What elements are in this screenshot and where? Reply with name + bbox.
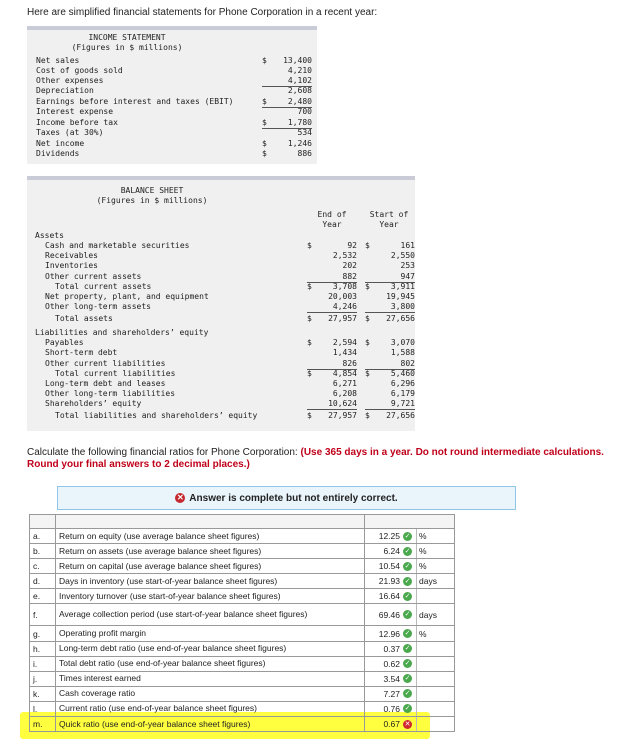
income-row-label: Income before tax [36, 118, 118, 127]
table-row [29, 559, 455, 574]
amount: 9,721 [390, 399, 415, 408]
unit-label [416, 687, 419, 701]
answer-input[interactable]: 69.46 [378, 609, 400, 620]
balance-row-label: Other current assets [45, 272, 142, 281]
end-of-year-value [307, 302, 357, 313]
start-of-year-value [365, 251, 415, 261]
answer-input[interactable]: 16.64 [378, 591, 400, 602]
end-of-year-value [307, 369, 357, 379]
income-row [36, 118, 316, 128]
answer-status-banner [57, 486, 516, 510]
row-letter: g. [29, 626, 56, 641]
income-row-label: Net income [36, 139, 85, 148]
balance-row-label: Total current liabilities [55, 369, 176, 378]
income-row-label: Cost of goods sold [36, 66, 123, 75]
row-letter: a. [29, 529, 56, 544]
currency-sign: $ [262, 139, 267, 148]
check-icon: ✓ [404, 577, 411, 585]
amount: 2,480 [287, 97, 312, 106]
amount: 161 [400, 241, 415, 250]
balance-row-label: Total assets [55, 314, 113, 323]
answer-input[interactable]: 7.27 [383, 688, 400, 699]
end-of-year-value [307, 314, 357, 324]
check-icon: ✓ [404, 690, 411, 698]
row-letter: i. [29, 657, 56, 672]
balance-row-label: Shareholders’ equity [45, 399, 142, 408]
check-icon: ✓ [404, 660, 411, 668]
row-letter: f. [29, 604, 56, 626]
start-of-year-value [365, 399, 415, 410]
balance-row-label: Other current liabilities [45, 359, 166, 368]
balance-row [35, 369, 415, 379]
row-letter: l. [29, 702, 56, 717]
balance-row-label: Long-term debt and leases [45, 379, 166, 388]
income-row [36, 128, 316, 138]
answer-input[interactable]: 12.25 [378, 531, 400, 542]
amount: 13,400 [283, 56, 312, 65]
unit-label [416, 642, 419, 656]
amount: 253 [400, 261, 415, 270]
amount: 6,296 [390, 379, 415, 388]
amount: 6,208 [332, 389, 357, 398]
row-label: Return on capital (use average balance sheet figures) [56, 559, 365, 574]
balance-sheet [27, 176, 415, 431]
balance-row-label: Total liabilities and shareholders’ equity [55, 411, 258, 420]
balance-row [35, 251, 415, 261]
income-row-label: Taxes (at 30%) [36, 128, 104, 137]
income-statement [27, 26, 317, 164]
error-icon: ✕ [176, 493, 184, 502]
income-row-label: Net sales [36, 56, 80, 65]
balance-row [35, 282, 415, 292]
income-row-label: Dividends [36, 149, 80, 158]
amount: 2,594 [332, 338, 357, 347]
income-row [36, 139, 316, 149]
amount: 886 [297, 149, 312, 158]
row-label: Cash coverage ratio [56, 687, 365, 702]
currency-sign: $ [365, 411, 370, 420]
answer-cell [365, 589, 455, 604]
answer-cell [365, 702, 455, 717]
question-text: Calculate the following financial ratios for Phone Corporation: (Use 365 days in a year. Do not round intermediate calculations. Round your final answers to 2 decimal places.) [27, 447, 604, 470]
table-row [29, 702, 455, 717]
check-icon: ✓ [404, 645, 411, 653]
answer-input[interactable]: 21.93 [378, 576, 400, 587]
start-of-year-value [365, 411, 415, 421]
currency-sign: $ [307, 338, 312, 347]
row-label: Return on equity (use average balance sheet figures) [56, 529, 365, 544]
income-row [36, 149, 316, 159]
table-row [29, 529, 455, 544]
currency-sign: $ [365, 338, 370, 347]
currency-sign: $ [307, 411, 312, 420]
table-row [29, 604, 455, 626]
answer-cell [365, 559, 455, 574]
row-label: Inventory turnover (use start-of-year balance sheet figures) [56, 589, 365, 604]
income-row-value [262, 128, 312, 137]
amount: 27,656 [386, 314, 415, 323]
balance-row [35, 231, 415, 241]
balance-row-label: Receivables [45, 251, 98, 260]
income-row [36, 56, 316, 66]
balance-row [35, 292, 415, 302]
check-icon: ✓ [404, 675, 411, 683]
income-row [36, 86, 316, 96]
unit-label: days [416, 604, 437, 625]
end-of-year-value [307, 399, 357, 410]
amount: 1,246 [287, 139, 312, 148]
col-start-header: Start of Year [369, 210, 409, 229]
balance-row [35, 328, 415, 338]
answer-input[interactable]: 0.76 [383, 703, 400, 714]
answer-input[interactable]: 0.67 [383, 719, 400, 730]
currency-sign: $ [262, 56, 267, 65]
income-row-label: Other expenses [36, 76, 104, 85]
row-label: Long-term debt ratio (use end-of-year balance sheet figures) [56, 642, 365, 657]
answer-input[interactable]: 0.62 [383, 658, 400, 669]
row-letter: k. [29, 687, 56, 702]
answers-table [29, 514, 455, 732]
answer-input[interactable]: 3.54 [383, 673, 400, 684]
start-of-year-value [365, 389, 415, 399]
income-row [36, 107, 316, 117]
unit-label: % [416, 559, 427, 573]
row-label: Total debt ratio (use end-of-year balance sheet figures) [56, 657, 365, 672]
amount: 700 [297, 107, 312, 116]
balance-row [35, 359, 415, 369]
row-letter: b. [29, 544, 56, 559]
balance-row [35, 379, 415, 389]
end-of-year-value [307, 328, 357, 338]
income-row-value [262, 107, 312, 116]
row-label: Quick ratio (use end-of-year balance sheet figures) [56, 717, 365, 732]
balance-subtitle: (Figures in $ millions) [96, 196, 208, 205]
end-of-year-value [307, 411, 357, 421]
amount: 27,957 [328, 314, 357, 323]
start-of-year-value [365, 241, 415, 251]
amount: 534 [297, 128, 312, 137]
income-row-label: Interest expense [36, 107, 114, 116]
row-letter: m. [29, 717, 56, 732]
amount: 3,911 [390, 282, 415, 291]
start-of-year-value [365, 338, 415, 348]
balance-row [35, 314, 415, 324]
currency-sign: $ [262, 149, 267, 158]
amount: 2,608 [287, 86, 312, 95]
answer-input[interactable]: 12.96 [378, 628, 400, 639]
balance-title: BALANCE SHEET [120, 186, 184, 195]
end-of-year-value [307, 241, 357, 251]
unit-label [416, 589, 419, 603]
balance-row-label: Short-term debt [45, 348, 118, 357]
table-row [29, 687, 455, 702]
answer-cell [365, 687, 455, 702]
amount: 4,854 [332, 369, 357, 378]
unit-label [416, 702, 419, 716]
check-icon: ✓ [404, 532, 411, 540]
check-icon: ✓ [404, 630, 411, 638]
answer-input[interactable]: 0.37 [383, 643, 400, 654]
income-title: INCOME STATEMENT [88, 33, 166, 42]
start-of-year-value [365, 369, 415, 379]
income-row [36, 76, 316, 86]
start-of-year-value [365, 261, 415, 271]
balance-row-label: Other long-term liabilities [45, 389, 176, 398]
amount: 6,271 [332, 379, 357, 388]
amount: 947 [400, 272, 415, 281]
amount: 5,460 [390, 369, 415, 378]
start-of-year-value [365, 314, 415, 324]
banner-text: Answer is complete but not entirely correct. [189, 492, 398, 504]
row-letter: h. [29, 642, 56, 657]
table-row [29, 672, 455, 687]
row-label: Days in inventory (use start-of-year balance sheet figures) [56, 574, 365, 589]
balance-row [35, 261, 415, 271]
check-icon: ✓ [404, 562, 411, 570]
end-of-year-value [307, 338, 357, 348]
amount: 1,434 [332, 348, 357, 357]
balance-row [35, 241, 415, 251]
balance-row-label: Total current assets [55, 282, 152, 291]
income-row-value [262, 86, 312, 95]
amount: 19,945 [386, 292, 415, 301]
table-row [29, 589, 455, 604]
currency-sign: $ [365, 314, 370, 323]
check-icon: ✓ [404, 547, 411, 555]
currency-sign: $ [307, 282, 312, 291]
income-subtitle: (Figures in $ millions) [71, 43, 183, 52]
start-of-year-value [365, 302, 415, 313]
currency-sign: $ [262, 118, 267, 127]
amount: 6,179 [390, 389, 415, 398]
amount: 92 [347, 241, 357, 250]
end-of-year-value [307, 282, 357, 292]
x-icon: ✕ [404, 720, 411, 728]
end-of-year-value [307, 292, 357, 302]
answer-input[interactable]: 6.24 [383, 546, 400, 557]
row-label: Return on assets (use average balance sheet figures) [56, 544, 365, 559]
check-icon: ✓ [404, 705, 411, 713]
answer-cell [365, 657, 455, 672]
answer-cell [365, 529, 455, 544]
intro-text: Here are simplified financial statements for Phone Corporation in a recent year: [27, 7, 378, 18]
row-letter: d. [29, 574, 56, 589]
amount: 202 [342, 261, 357, 270]
amount: 27,656 [386, 411, 415, 420]
start-of-year-value [365, 379, 415, 389]
currency-sign: $ [365, 369, 370, 378]
row-label: Operating profit margin [56, 626, 365, 641]
balance-row [35, 338, 415, 348]
end-of-year-value [307, 379, 357, 389]
end-of-year-value [307, 231, 357, 241]
check-icon: ✓ [404, 592, 411, 600]
answer-cell [365, 604, 455, 626]
balance-row-label: Cash and marketable securities [45, 241, 190, 250]
currency-sign: $ [365, 241, 370, 250]
answer-cell [365, 642, 455, 657]
amount: 826 [342, 359, 357, 368]
table-row [29, 574, 455, 589]
amount: 1,780 [287, 118, 312, 127]
end-of-year-value [307, 389, 357, 399]
amount: 1,588 [390, 348, 415, 357]
end-of-year-value [307, 261, 357, 271]
balance-row-label: Assets [35, 231, 64, 240]
currency-sign: $ [307, 314, 312, 323]
currency-sign: $ [307, 369, 312, 378]
income-row-label: Earnings before interest and taxes (EBIT) [36, 97, 234, 106]
unit-label: days [416, 574, 437, 588]
currency-sign: $ [262, 97, 267, 106]
amount: 20,003 [328, 292, 357, 301]
amount: 4,102 [287, 76, 312, 85]
unit-label [416, 717, 419, 731]
start-of-year-value [365, 348, 415, 358]
end-of-year-value [307, 251, 357, 261]
balance-row [35, 272, 415, 282]
amount: 10,624 [328, 399, 357, 408]
unit-label: % [416, 626, 427, 640]
balance-row-label: Inventories [45, 261, 98, 270]
balance-row [35, 302, 415, 312]
answer-input[interactable]: 10.54 [378, 561, 400, 572]
currency-sign: $ [307, 241, 312, 250]
table-header-row [29, 514, 455, 529]
balance-row [35, 389, 415, 399]
amount: 4,246 [332, 302, 357, 311]
unit-label [416, 657, 419, 671]
answer-cell [365, 626, 455, 641]
amount: 3,070 [390, 338, 415, 347]
row-letter: c. [29, 559, 56, 574]
table-row [29, 544, 455, 559]
table-row [29, 717, 455, 732]
balance-row-label: Liabilities and shareholders’ equity [35, 328, 209, 337]
balance-row-label: Net property, plant, and equipment [45, 292, 209, 301]
answer-cell [365, 544, 455, 559]
answer-cell [365, 717, 455, 732]
amount: 802 [400, 359, 415, 368]
row-letter: e. [29, 589, 56, 604]
balance-row-label: Payables [45, 338, 84, 347]
start-of-year-value [365, 282, 415, 292]
row-label: Current ratio (use end-of-year balance sheet figures) [56, 702, 365, 717]
unit-label [416, 672, 419, 686]
income-row-label: Depreciation [36, 86, 94, 95]
question-instructions: (Use 365 days in a year. Do not round intermediate calculations. Round your final answers to 2 decimal places.) [27, 447, 604, 470]
amount: 4,210 [287, 66, 312, 75]
row-label: Times interest earned [56, 672, 365, 687]
amount: 882 [342, 272, 357, 281]
table-row [29, 657, 455, 672]
amount: 27,957 [328, 411, 357, 420]
row-letter: j. [29, 672, 56, 687]
table-row [29, 626, 455, 641]
amount: 3,708 [332, 282, 357, 291]
col-end-header: End of Year [317, 210, 347, 229]
end-of-year-value [307, 348, 357, 358]
income-row [36, 66, 316, 76]
balance-row [35, 411, 415, 421]
currency-sign: $ [365, 282, 370, 291]
amount: 2,550 [390, 251, 415, 260]
unit-label: % [416, 529, 427, 543]
answer-cell [365, 672, 455, 687]
income-row [36, 97, 316, 107]
check-icon: ✓ [404, 611, 411, 619]
answer-cell [365, 574, 455, 589]
balance-row [35, 399, 415, 409]
balance-row [35, 348, 415, 358]
row-label: Average collection period (use start-of-year balance sheet figures) [56, 604, 365, 626]
table-row [29, 642, 455, 657]
start-of-year-value [365, 328, 415, 338]
amount: 3,800 [390, 302, 415, 311]
start-of-year-value [365, 231, 415, 241]
amount: 2,532 [332, 251, 357, 260]
unit-label: % [416, 544, 427, 558]
start-of-year-value [365, 292, 415, 302]
balance-row-label: Other long-term assets [45, 302, 151, 311]
